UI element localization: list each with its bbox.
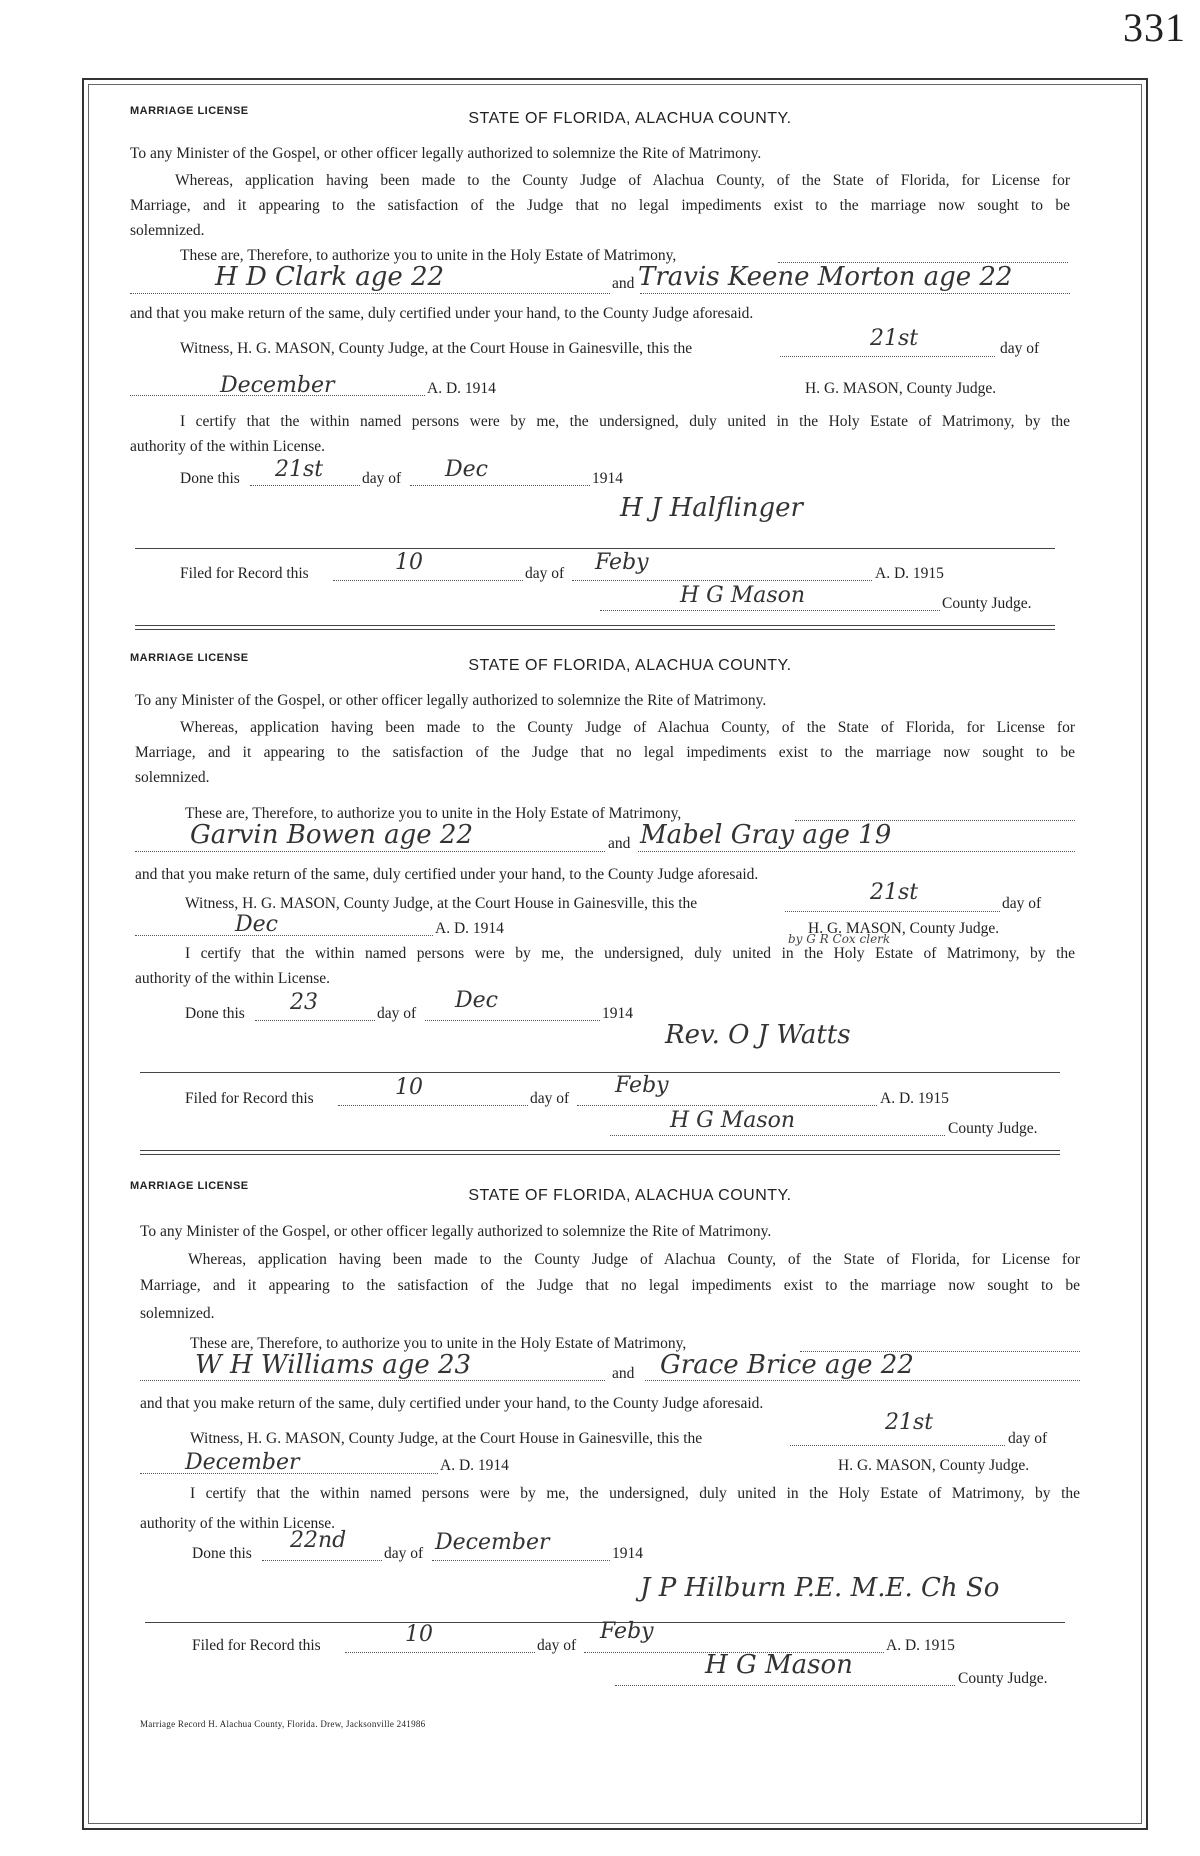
fill-line <box>135 851 605 852</box>
ad-year-filed: A. D. 1915 <box>880 1090 949 1107</box>
day-of-word-2: day of <box>384 1545 424 1562</box>
county-judge-word: County Judge. <box>958 1670 1048 1687</box>
done-month: Dec <box>445 457 488 482</box>
ad-year-filed: A. D. 1915 <box>875 565 944 582</box>
to-line: To any Minister of the Gospel, or other officer legally authorized to solemnize the Rite of Matrimony. <box>130 145 762 162</box>
whereas-line-1: Whereas, application having been made to the County Judge of Alachua County, of the State of Florida, for License for <box>175 172 1070 189</box>
witness-line: Witness, H. G. MASON, County Judge, at the Court House in Gainesville, this the <box>185 895 698 912</box>
witness-month: December <box>220 373 335 398</box>
fill-line <box>250 485 360 486</box>
judge-signature-line: H. G. MASON, County Judge. <box>838 1457 1030 1474</box>
whereas-line-2: Marriage, and it appearing to the satisfaction of the Judge that no legal impediments exist to the marriage now sought to be <box>135 744 1075 761</box>
fill-line <box>135 935 433 936</box>
judge-signature-line: H. G. MASON, County Judge. <box>808 920 1000 937</box>
fill-line <box>130 395 425 396</box>
groom-name: Garvin Bowen age 22 <box>190 820 474 850</box>
witness-day: 21st <box>870 880 919 905</box>
filed-by-signature: H G Mason <box>670 1108 796 1133</box>
license-heading-small: MARRIAGE LICENSE <box>130 105 249 117</box>
groom-name: H D Clark age 22 <box>215 262 445 292</box>
done-this-word: Done this <box>192 1545 252 1562</box>
whereas-line-1: Whereas, application having been made to the County Judge of Alachua County, of the State of Florida, for License for <box>180 719 1075 736</box>
return-line: and that you make return of the same, duly certified under your hand, to the County Judge aforesaid. <box>135 866 759 883</box>
license-heading: STATE OF FLORIDA, ALACHUA COUNTY. <box>468 1187 792 1204</box>
fill-line <box>645 1380 1080 1381</box>
fill-line <box>638 851 1075 852</box>
certify-line-2: authority of the within License. <box>130 438 325 455</box>
done-day: 21st <box>275 457 324 482</box>
filed-day: 10 <box>395 1075 423 1100</box>
fill-line <box>790 1445 1005 1446</box>
ad-year: A. D. 1914 <box>440 1457 509 1474</box>
rule <box>140 1072 1060 1073</box>
filed-for-record-word: Filed for Record this <box>180 565 309 582</box>
filed-month: Feby <box>615 1073 669 1098</box>
officiant-signature: H J Halflinger <box>620 493 803 523</box>
filed-for-record-word: Filed for Record this <box>185 1090 314 1107</box>
these-are-line: These are, Therefore, to authorize you to unite in the Holy Estate of Matrimony, <box>190 1335 687 1352</box>
day-of-word: day of <box>1000 340 1040 357</box>
filed-by-signature: H G Mason <box>680 583 806 608</box>
done-year: 1914 <box>602 1005 633 1022</box>
return-line: and that you make return of the same, duly certified under your hand, to the County Judge aforesaid. <box>140 1395 764 1412</box>
witness-day: 21st <box>885 1410 934 1435</box>
done-year: 1914 <box>612 1545 643 1562</box>
whereas-line-2: Marriage, and it appearing to the satisfaction of the Judge that no legal impediments exist to the marriage now sought to be <box>140 1277 1080 1294</box>
filed-day: 10 <box>395 550 423 575</box>
certify-line-1: I certify that the within named persons were by me, the undersigned, duly united in the Holy Estate of Matrimony, by the <box>190 1485 1080 1502</box>
witness-month: December <box>185 1450 300 1475</box>
filed-month: Feby <box>600 1619 654 1644</box>
day-of-word-3: day of <box>530 1090 570 1107</box>
certify-line-2: authority of the within License. <box>135 970 330 987</box>
to-line: To any Minister of the Gospel, or other officer legally authorized to solemnize the Rite of Matrimony. <box>140 1223 772 1240</box>
return-line: and that you make return of the same, duly certified under your hand, to the County Judge aforesaid. <box>130 305 754 322</box>
license-heading-small: MARRIAGE LICENSE <box>130 1180 249 1192</box>
officiant-signature: J P Hilburn P.E. M.E. Ch So <box>640 1573 1000 1603</box>
done-day: 22nd <box>290 1528 347 1553</box>
fill-line <box>600 610 940 611</box>
fill-line <box>338 1105 528 1106</box>
fill-line <box>610 1135 945 1136</box>
county-judge-word: County Judge. <box>948 1120 1038 1137</box>
witness-line: Witness, H. G. MASON, County Judge, at the Court House in Gainesville, this the <box>190 1430 703 1447</box>
and-word: and <box>612 1365 635 1382</box>
license-heading-small: MARRIAGE LICENSE <box>130 652 249 664</box>
ad-year: A. D. 1914 <box>427 380 496 397</box>
day-of-word-2: day of <box>377 1005 417 1022</box>
day-of-word: day of <box>1008 1430 1048 1447</box>
filed-for-record-word: Filed for Record this <box>192 1637 321 1654</box>
page-number: 331 <box>1123 5 1186 50</box>
rule <box>135 548 1055 549</box>
fill-line <box>785 911 1000 912</box>
to-line: To any Minister of the Gospel, or other officer legally authorized to solemnize the Rite of Matrimony. <box>135 692 767 709</box>
and-word: and <box>608 835 631 852</box>
done-day: 23 <box>290 990 318 1015</box>
these-are-line: These are, Therefore, to authorize you to unite in the Holy Estate of Matrimony, <box>185 805 682 822</box>
fill-line <box>140 1473 438 1474</box>
fill-line <box>255 1020 375 1021</box>
whereas-line-1: Whereas, application having been made to the County Judge of Alachua County, of the State of Florida, for License for <box>188 1251 1080 1268</box>
ad-year: A. D. 1914 <box>435 920 504 937</box>
fill-line <box>262 1560 382 1561</box>
license-heading: STATE OF FLORIDA, ALACHUA COUNTY. <box>468 110 792 127</box>
witness-month: Dec <box>235 912 278 937</box>
bride-name: Mabel Gray age 19 <box>640 820 892 850</box>
certify-line-1: I certify that the within named persons were by me, the undersigned, duly united in the Holy Estate of Matrimony, by the <box>185 945 1075 962</box>
fill-line <box>130 293 610 294</box>
certify-line-1: I certify that the within named persons were by me, the undersigned, duly united in the Holy Estate of Matrimony, by the <box>180 413 1070 430</box>
judge-signature-line: H. G. MASON, County Judge. <box>805 380 997 397</box>
these-are-line: These are, Therefore, to authorize you to unite in the Holy Estate of Matrimony, <box>180 247 677 264</box>
filed-day: 10 <box>405 1622 433 1647</box>
filed-month: Feby <box>595 550 649 575</box>
day-of-word-2: day of <box>362 470 402 487</box>
county-judge-word: County Judge. <box>942 595 1032 612</box>
done-month: December <box>435 1530 550 1555</box>
fill-line <box>432 1560 610 1561</box>
fill-line <box>345 1652 535 1653</box>
fill-line <box>615 1685 955 1686</box>
done-month: Dec <box>455 988 498 1013</box>
fill-line <box>577 1105 877 1106</box>
groom-name: W H Williams age 23 <box>195 1350 472 1380</box>
ad-year-filed: A. D. 1915 <box>886 1637 955 1654</box>
done-year: 1914 <box>592 470 623 487</box>
whereas-line-3: solemnized. <box>140 1305 215 1322</box>
witness-line: Witness, H. G. MASON, County Judge, at the Court House in Gainesville, this the <box>180 340 693 357</box>
day-of-word-3: day of <box>537 1637 577 1654</box>
certify-line-2: authority of the within License. <box>140 1515 335 1532</box>
fill-line <box>425 1020 600 1021</box>
officiant-signature: Rev. O J Watts <box>665 1020 851 1050</box>
done-this-word: Done this <box>185 1005 245 1022</box>
fill-line <box>140 1380 605 1381</box>
day-of-word-3: day of <box>525 565 565 582</box>
done-this-word: Done this <box>180 470 240 487</box>
footer-imprint: Marriage Record H. Alachua County, Florida. Drew, Jacksonville 241986 <box>140 1719 426 1729</box>
whereas-line-3: solemnized. <box>130 222 205 239</box>
fill-line <box>333 580 523 581</box>
filed-by-signature: H G Mason <box>705 1650 853 1680</box>
bride-name: Travis Keene Morton age 22 <box>638 262 1013 292</box>
double-rule <box>135 625 1055 630</box>
fill-line <box>572 580 872 581</box>
fill-line <box>780 356 995 357</box>
whereas-line-2: Marriage, and it appearing to the satisfaction of the Judge that no legal impediments exist to the marriage now sought to be <box>130 197 1070 214</box>
fill-line <box>640 293 1070 294</box>
whereas-line-3: solemnized. <box>135 769 210 786</box>
license-heading: STATE OF FLORIDA, ALACHUA COUNTY. <box>468 657 792 674</box>
and-word: and <box>612 275 635 292</box>
witness-day: 21st <box>870 326 919 351</box>
double-rule <box>140 1150 1060 1155</box>
bride-name: Grace Brice age 22 <box>660 1350 914 1380</box>
clerk-note: by G R Cox clerk <box>788 932 891 946</box>
day-of-word: day of <box>1002 895 1042 912</box>
fill-line <box>410 485 590 486</box>
